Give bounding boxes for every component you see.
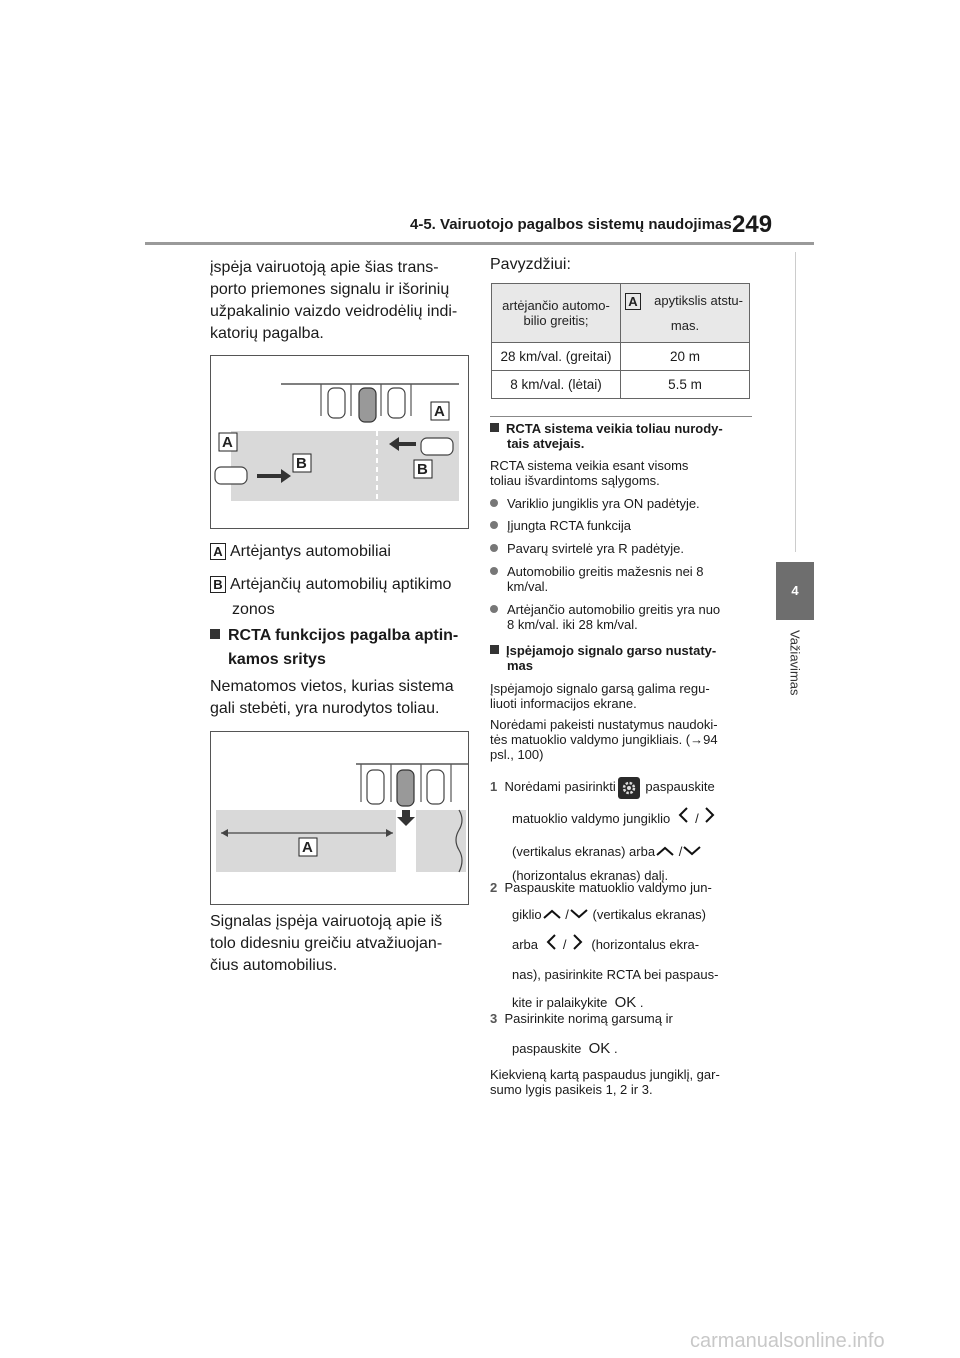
rcta-distance-figure [210,731,469,905]
example-label: Pavyzdžiui: [490,256,571,273]
legend-a-key: A [210,543,226,560]
header-divider [145,242,814,245]
chevron-right-icon [570,933,584,958]
step-2: 2 Paspauskite matuoklio valdymo jun- giklio / (vertikalus ekranas) arba / (horizontalus ekra- nas), pasirinkite RCTA bei paspaus- kite ir palaikykite OK . [490,880,719,1011]
chevron-right-icon [702,806,716,833]
table-row: 8 km/val. (lėtai) 5.5 m [492,371,750,399]
page-number: 249 [732,211,773,238]
chevron-left-icon [677,806,691,833]
list-item: Įjungta RCTA funkcija [490,518,752,533]
side-divider [795,252,796,552]
step-3: 3 Pasirinkite norimą garsumą ir paspauskite OK . [490,1011,673,1057]
table-row: 28 km/val. (greitai) 20 m [492,343,750,371]
fig2-label-a: A [302,839,313,856]
step-1: 1 Norėdami pasirinkti paspauskite matuoklio valdymo jungiklio / (vertikalus ekranas) arba / (horizontalus ekranas) dalį. [490,774,752,884]
chevron-up-icon [542,905,562,927]
legend-a: A Artėjantys automobiliai [210,541,470,563]
closing-paragraph: Kiekvieną kartą paspaudus jungiklį, gar- sumo lygis pasikeis 1, 2 ir 3. [490,1067,720,1097]
chevron-left-icon [545,933,559,958]
volume-paragraph-2: Norėdami pakeisti nustatymus naudoki- tės matuoklio valdymo jungikliais. (→94 psl., 100) [490,717,718,762]
fig1-label-b-left: B [296,455,307,472]
heading-rcta-areas: RCTA funkcijos pagalba aptin- kamos sritys [210,625,470,671]
chapter-label: Važiavimas [787,630,803,696]
table-key-a: A [625,293,641,310]
conditions-intro: RCTA sistema veikia esant visoms toliau išvardintoms sąlygoms. [490,458,689,488]
rcta-detection-figure [210,355,469,529]
signal-paragraph: Signalas įspėja vairuotoją apie iš tolo didesniu greičiu atvažiuojan- čius automobilius. [210,913,443,974]
fig1-label-b-right: B [417,461,428,478]
chapter-tab: 4 [776,562,814,620]
table-header-distance: A apytikslis atstu- mas. [621,284,750,343]
speed-distance-table [491,283,750,399]
blind-area-paragraph: Nematomos vietos, kurias sistema gali stebėti, yra nurodytos toliau. [210,678,454,717]
heading-warning-volume: Įspėjamojo signalo garso nustaty- mas [490,643,752,673]
list-item: Automobilio greitis mažesnis nei 8 km/val. [490,564,752,594]
fig1-label-a-right: A [434,403,445,420]
section-title: 4-5. Vairuotojo pagalbos sistemų naudojimas [410,216,732,233]
watermark: carmanualsonline.info [690,1330,885,1352]
settings-gear-icon [618,777,640,799]
legend-b-key: B [210,576,226,593]
ok-button-label: OK [614,993,637,1011]
chevron-down-icon [569,905,589,927]
ok-button-label: OK [588,1040,611,1057]
list-item: Artėjančio automobilio greitis yra nuo 8 km/val. iki 28 km/val. [490,602,752,632]
chevron-down-icon [682,840,702,866]
heading-rcta-conditions: RCTA sistema veikia toliau nurody- tais atvejais. [490,421,752,451]
volume-paragraph-1: Įspėjamojo signalo garsą galima regu- liuoti informacijos ekrane. [490,681,710,711]
legend-b: B Artėjančių automobilių aptikimo zonos [210,574,470,621]
list-item: Variklio jungiklis yra ON padėtyje. [490,496,752,511]
list-item: Pavarų svirtelė yra R padėtyje. [490,541,752,556]
section-separator [490,416,752,417]
chevron-up-icon [655,840,675,866]
intro-paragraph: įspėja vairuotoją apie šias trans- porto priemones signalu ir išorinių užpakalinio vaizdo veidrodėlių indi- katorių pagalba. [210,259,458,342]
table-header-speed: artėjančio automo- bilio greitis; [492,284,621,343]
fig1-label-a-left: A [222,434,233,451]
